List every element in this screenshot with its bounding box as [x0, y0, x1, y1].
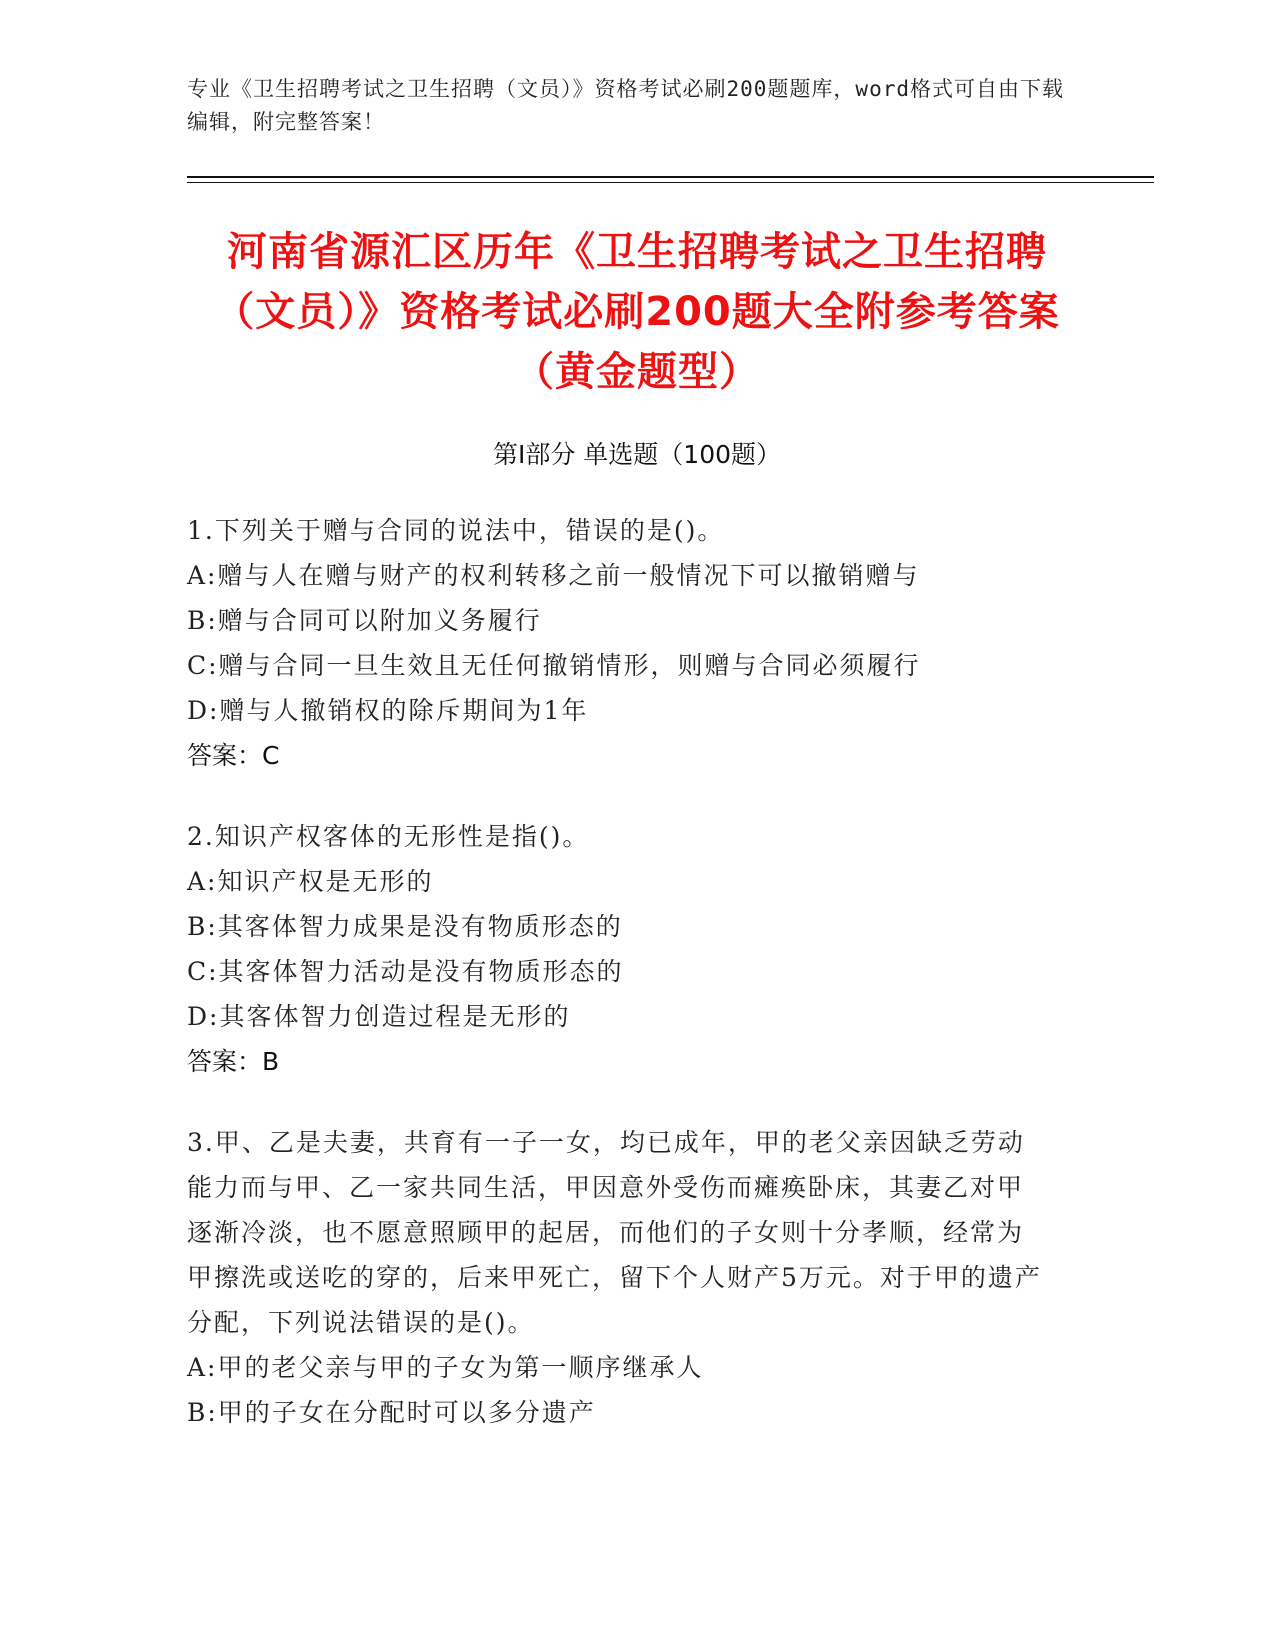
- question-stem: 1.下列关于赠与合同的说法中，错误的是()。: [187, 516, 725, 545]
- question-1: [187, 508, 1067, 778]
- question-stem: 3.甲、乙是夫妻，共育有一子一女，均已成年，甲的老父亲因缺乏劳动能力而与甲、乙一家共同生活，甲因意外受伤而瘫痪卧床，其妻乙对甲逐渐冷淡，也不愿意照顾甲的起居，而他们的子女则十分孝顺，经常为甲擦洗或送吃的穿的，后来甲死亡，留下个人财产5万元。对于甲的遗产分配，下列说法错误的是()。: [187, 1128, 1042, 1337]
- option-b: B:赠与合同可以附加义务履行: [187, 606, 542, 635]
- answer-label: 答案：B: [187, 1047, 280, 1076]
- option-d: D:赠与人撤销权的除斥期间为1年: [187, 696, 589, 725]
- option-a: A:甲的老父亲与甲的子女为第一顺序继承人: [187, 1353, 704, 1382]
- option-b: B:其客体智力成果是没有物质形态的: [187, 912, 623, 941]
- header-rule-thin: [187, 182, 1154, 183]
- question-3: [187, 1120, 1067, 1435]
- option-b: B:甲的子女在分配时可以多分遗产: [187, 1398, 596, 1427]
- option-a: A:知识产权是无形的: [187, 867, 434, 896]
- question-stem: 2.知识产权客体的无形性是指()。: [187, 822, 590, 851]
- header-rule-thick: [187, 176, 1154, 178]
- option-c: C:其客体智力活动是没有物质形态的: [187, 957, 624, 986]
- answer-label: 答案：C: [187, 741, 280, 770]
- header-note: 专业《卫生招聘考试之卫生招聘（文员）》资格考试必刷200题题库，word格式可自由下载编辑，附完整答案！: [187, 77, 1064, 134]
- section-title: 第Ⅰ部分 单选题（100题）: [492, 440, 782, 469]
- option-c: C:赠与合同一旦生效且无任何撤销情形，则赠与合同必须履行: [187, 651, 921, 680]
- option-d: D:其客体智力创造过程是无形的: [187, 1002, 571, 1031]
- question-2: [187, 814, 1067, 1084]
- option-a: A:赠与人在赠与财产的权利转移之前一般情况下可以撤销赠与: [187, 561, 920, 590]
- document-title: 河南省源汇区历年《卫生招聘考试之卫生招聘（文员）》资格考试必刷200题大全附参考答案（黄金题型）: [214, 229, 1060, 395]
